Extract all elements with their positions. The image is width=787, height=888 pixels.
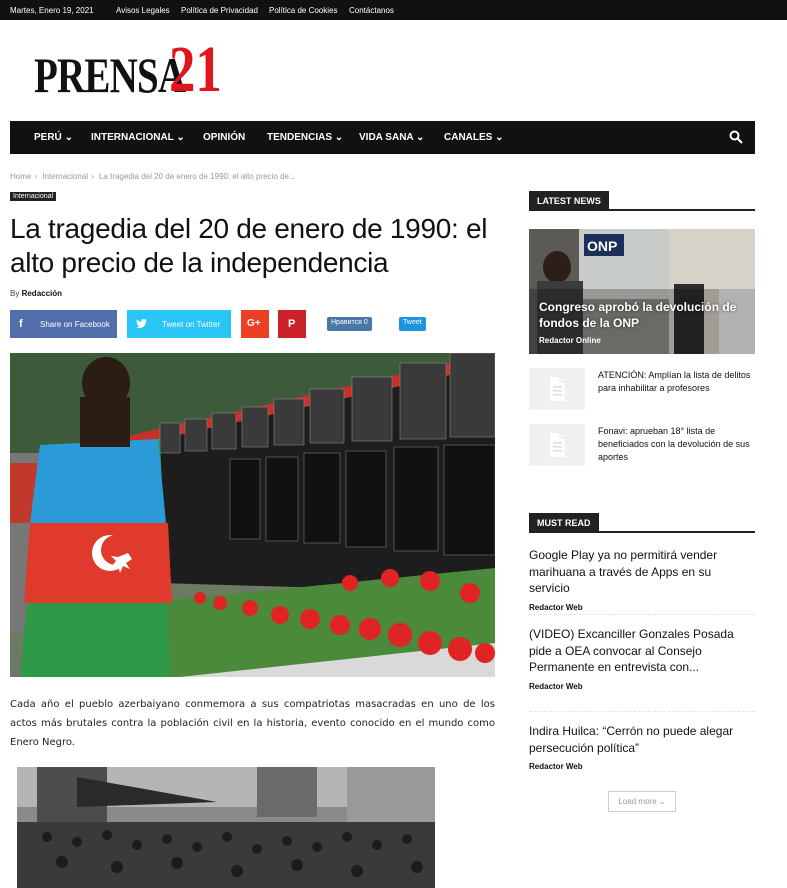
- must-read-title: Google Play ya no permitirá vender marihuana a través de Apps en su servicio: [529, 548, 718, 595]
- document-icon: [529, 424, 585, 466]
- contact-link[interactable]: Contáctanos: [349, 6, 394, 15]
- nav-item-vida-sana[interactable]: VIDA SANA ⌄: [359, 132, 425, 143]
- nav-item-peru[interactable]: PERÚ ⌄: [34, 132, 73, 143]
- news-item-title: ATENCIÓN: Amplían la lista de delitos para inhabilitar a profesores: [598, 370, 751, 393]
- googleplus-icon: G+: [247, 318, 261, 329]
- share-twitter-button[interactable]: [127, 310, 231, 338]
- must-read-item[interactable]: [529, 547, 755, 612]
- chevron-down-icon: ⌄: [658, 797, 666, 806]
- share-twitter-label: Tweet on Twitter: [162, 320, 221, 329]
- must-read-item[interactable]: [529, 626, 755, 691]
- news-thumb-placeholder: [529, 424, 585, 466]
- must-read-label: MUST READ: [529, 513, 599, 533]
- share-pinterest-button[interactable]: [278, 310, 306, 338]
- news-item-title: Fonavi: aprueban 18° lista de beneficiados con la devolución de sus aportes: [598, 426, 750, 462]
- share-googleplus-button[interactable]: [241, 310, 269, 338]
- svg-text:ONP: ONP: [587, 238, 618, 254]
- nav-label: PERÚ: [34, 132, 62, 143]
- article-photo-crowd: [17, 767, 435, 888]
- news-thumb-placeholder: [529, 368, 585, 410]
- cookie-policy-link[interactable]: Política de Cookies: [269, 6, 338, 15]
- tweet-label: Tweet: [403, 319, 422, 326]
- privacy-policy-link[interactable]: Política de Privacidad: [181, 6, 258, 15]
- breadcrumb-home[interactable]: Home: [10, 172, 32, 181]
- divider: [529, 711, 755, 712]
- latest-news-header: [529, 191, 755, 211]
- breadcrumb: [10, 172, 299, 181]
- byline-prefix: By: [10, 289, 20, 298]
- pinterest-icon: P: [288, 318, 296, 330]
- twitter-icon: [136, 319, 147, 329]
- document-icon: [529, 368, 585, 410]
- author-link[interactable]: Redacción: [21, 289, 63, 298]
- load-more-button[interactable]: [608, 791, 676, 812]
- must-read-header: [529, 513, 755, 533]
- divider: [529, 614, 755, 615]
- current-date: Martes, Enero 19, 2021: [10, 6, 94, 15]
- facebook-icon: f: [19, 318, 23, 330]
- top-bar: [0, 0, 787, 20]
- breadcrumb-separator: ›: [34, 172, 38, 181]
- search-icon[interactable]: [729, 130, 743, 144]
- logo-text: PRENSA: [34, 47, 186, 103]
- share-facebook-label: Share on Facebook: [40, 320, 110, 329]
- nav-item-internacional[interactable]: INTERNACIONAL ⌄: [91, 132, 185, 143]
- main-nav: [10, 121, 755, 154]
- must-read-item[interactable]: [529, 723, 755, 771]
- article-title: La tragedia del 20 de enero de 1990: el alto precio de la independencia: [10, 213, 488, 278]
- tweet-button[interactable]: [399, 317, 426, 331]
- news-item[interactable]: [529, 368, 755, 410]
- logo-number: 21: [169, 33, 222, 106]
- nav-item-tendencias[interactable]: TENDENCIAS ⌄: [267, 132, 344, 143]
- nav-label: INTERNACIONAL: [91, 132, 174, 143]
- load-more-label: Load more: [618, 797, 657, 806]
- latest-news-label: LATEST NEWS: [529, 191, 609, 211]
- nav-label: CANALES: [444, 132, 493, 143]
- must-read-title: (VIDEO) Excanciller Gonzales Posada pide a OEA convocar al Consejo Permanente en entrevista con...: [529, 627, 734, 674]
- breadcrumb-current: La tragedia del 20 de enero de 1990: el alto precio de...: [98, 172, 296, 181]
- byline: [10, 289, 62, 298]
- news-item[interactable]: [529, 424, 755, 466]
- breadcrumb-category[interactable]: Internacional: [42, 172, 89, 181]
- featured-news-title: Congreso aprobó la devolución de fondos de la ONP: [539, 300, 737, 330]
- nav-label: TENDENCIAS: [267, 132, 333, 143]
- breadcrumb-separator: ›: [91, 172, 94, 181]
- must-read-title: Indira Huilca: “Cerrón no puede alegar persecución política”: [529, 724, 734, 755]
- must-read-author: Redactor Web: [529, 602, 583, 612]
- featured-news-card[interactable]: [529, 229, 755, 354]
- like-label: Нравится 0: [331, 319, 368, 326]
- vk-like-button[interactable]: [327, 317, 372, 331]
- featured-news-author: Redactor Online: [539, 336, 601, 345]
- must-read-author: Redactor Web: [529, 681, 583, 691]
- nav-item-opinion[interactable]: [203, 132, 245, 143]
- must-read-author: Redactor Web: [529, 762, 583, 771]
- nav-label: OPINIÓN: [203, 132, 246, 143]
- article-hero-image: [10, 353, 495, 677]
- nav-item-canales[interactable]: CANALES ⌄: [444, 132, 504, 143]
- category-tag[interactable]: Internacional: [10, 192, 56, 201]
- nav-label: VIDA SANA: [359, 132, 414, 143]
- article-paragraph: Cada año el pueblo azerbaiyano conmemora a sus compatriotas masacradas en uno de los actos más brutales contra la población civil en la historia, evento conocido en el mundo como Enero Negro.: [10, 699, 495, 748]
- avisos-legales-link[interactable]: Avisos Legales: [116, 6, 170, 15]
- share-facebook-button[interactable]: [10, 310, 117, 338]
